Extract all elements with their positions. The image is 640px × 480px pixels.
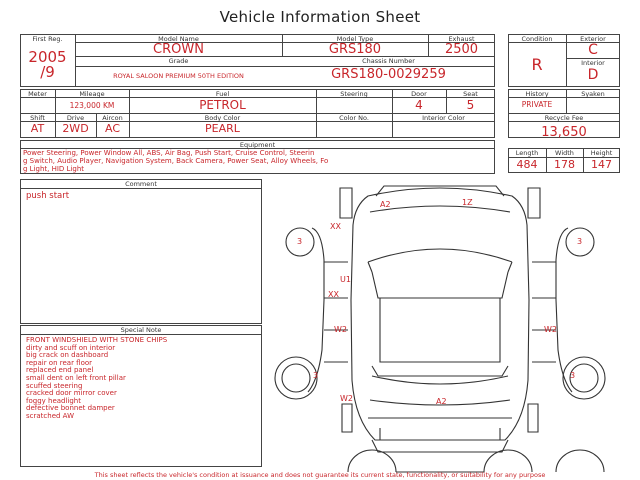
first-reg-month: /9 <box>40 63 55 81</box>
note-item: defective bonnet damper <box>26 404 115 413</box>
height-label: Height <box>590 149 613 157</box>
shift-label: Shift <box>30 114 45 122</box>
damage-mark: 3 <box>577 237 583 246</box>
mileage-label: Mileage <box>79 90 105 98</box>
model-type-value: GRS180 <box>328 42 382 57</box>
length-value: 484 <box>516 158 538 171</box>
model-name-value: CROWN <box>153 42 204 57</box>
drive-value: 2WD <box>62 122 89 135</box>
aircon-value: AC <box>104 122 120 135</box>
condition-value: R <box>531 55 543 74</box>
meter-label: Meter <box>28 90 47 98</box>
damage-mark: 3 <box>313 371 319 380</box>
aircon-label: Aircon <box>102 114 123 122</box>
door-label: Door <box>411 90 427 98</box>
note-item: FRONT WINDSHIELD WITH STONE CHIPS <box>26 336 168 344</box>
fuel-label: Fuel <box>215 90 230 98</box>
note-item: small dent on left front pillar <box>26 373 126 382</box>
fuel-value: PETROL <box>199 98 246 112</box>
body-color-label: Body Color <box>204 114 241 122</box>
interior-label: Interior <box>581 59 605 67</box>
note-item: repair on rear floor <box>26 358 93 367</box>
color-no-label: Color No. <box>339 114 369 122</box>
comment-label: Comment <box>125 180 157 188</box>
note-item: foggy headlight <box>26 396 81 405</box>
syaken-label: Syaken <box>581 90 605 98</box>
damage-mark: 1Z <box>462 198 473 207</box>
equipment-line-3: g Light, HID Light <box>23 165 85 173</box>
history-label: History <box>525 90 549 98</box>
exhaust-label: Exhaust <box>448 35 475 43</box>
first-reg-label: First Reg. <box>32 35 63 43</box>
first-reg-year: 2005 <box>28 48 67 66</box>
damage-mark: 3 <box>570 371 576 380</box>
note-item: scuffed steering <box>26 381 83 390</box>
note-item: replaced end panel <box>26 366 94 375</box>
damage-mark: W2 <box>544 325 557 334</box>
recycle-fee-value: 13,650 <box>541 125 587 140</box>
damage-mark: U1 <box>340 275 351 284</box>
shift-value: AT <box>30 122 45 135</box>
grade-label: Grade <box>168 57 189 65</box>
height-value: 147 <box>591 158 612 171</box>
steering-label: Steering <box>340 90 368 98</box>
door-value: 4 <box>415 98 423 112</box>
model-name-label: Model Name <box>158 35 199 43</box>
exhaust-value: 2500 <box>444 42 479 57</box>
model-type-label: Model Type <box>336 35 374 43</box>
condition-label: Condition <box>521 35 553 43</box>
chassis-number-label: Chassis Number <box>362 57 415 65</box>
exterior-value: C <box>588 42 598 58</box>
damage-mark: XX <box>330 222 341 231</box>
damage-mark: A2 <box>380 200 391 209</box>
note-item: cracked door mirror cover <box>26 389 117 398</box>
recycle-fee-label: Recycle Fee <box>544 114 584 122</box>
damage-mark: W2 <box>334 325 347 334</box>
seat-label: Seat <box>463 90 478 98</box>
damage-mark: 3 <box>297 237 303 246</box>
note-item: big crack on dashboard <box>26 351 109 360</box>
equipment-line-1: Power Steering, Power Window All, ABS, Air Bag, Push Start, Cruise Control, Steerin <box>23 149 315 157</box>
mileage-value: 123,000 KM <box>69 101 115 110</box>
exterior-label: Exterior <box>580 35 606 43</box>
drive-label: Drive <box>66 114 85 122</box>
width-label: Width <box>555 149 574 157</box>
disclaimer-footer: This sheet reflects the vehicle's condition at issuance and does not guarantee its current state, functionality, or suitability for any purpose <box>94 471 546 479</box>
grade-value: ROYAL SALOON PREMIUM 50TH EDITION <box>113 72 244 80</box>
note-item: scratched AW <box>26 411 74 420</box>
seat-value: 5 <box>466 98 475 112</box>
history-value: PRIVATE <box>521 100 553 109</box>
damage-mark: W2 <box>340 394 353 403</box>
equipment-label: Equipment <box>239 141 276 149</box>
interior-color-label: Interior Color <box>422 114 465 122</box>
special-note-label: Special Note <box>120 326 162 334</box>
damage-mark: XX <box>328 290 339 299</box>
body-color-value: PEARL <box>205 122 240 135</box>
chassis-number-value: GRS180-0029259 <box>331 67 446 82</box>
sheet-title: Vehicle Information Sheet <box>219 8 421 26</box>
width-value: 178 <box>554 158 575 171</box>
interior-value: D <box>587 67 599 83</box>
equipment-line-2: g Switch, Audio Player, Navigation System, Back Camera, Power Seat, Alloy Wheels, Fo <box>23 157 329 165</box>
note-item: dirty and scuff on interior <box>26 343 116 352</box>
length-label: Length <box>515 149 539 157</box>
damage-mark: A2 <box>436 397 447 406</box>
comment-text: push start <box>26 191 70 201</box>
